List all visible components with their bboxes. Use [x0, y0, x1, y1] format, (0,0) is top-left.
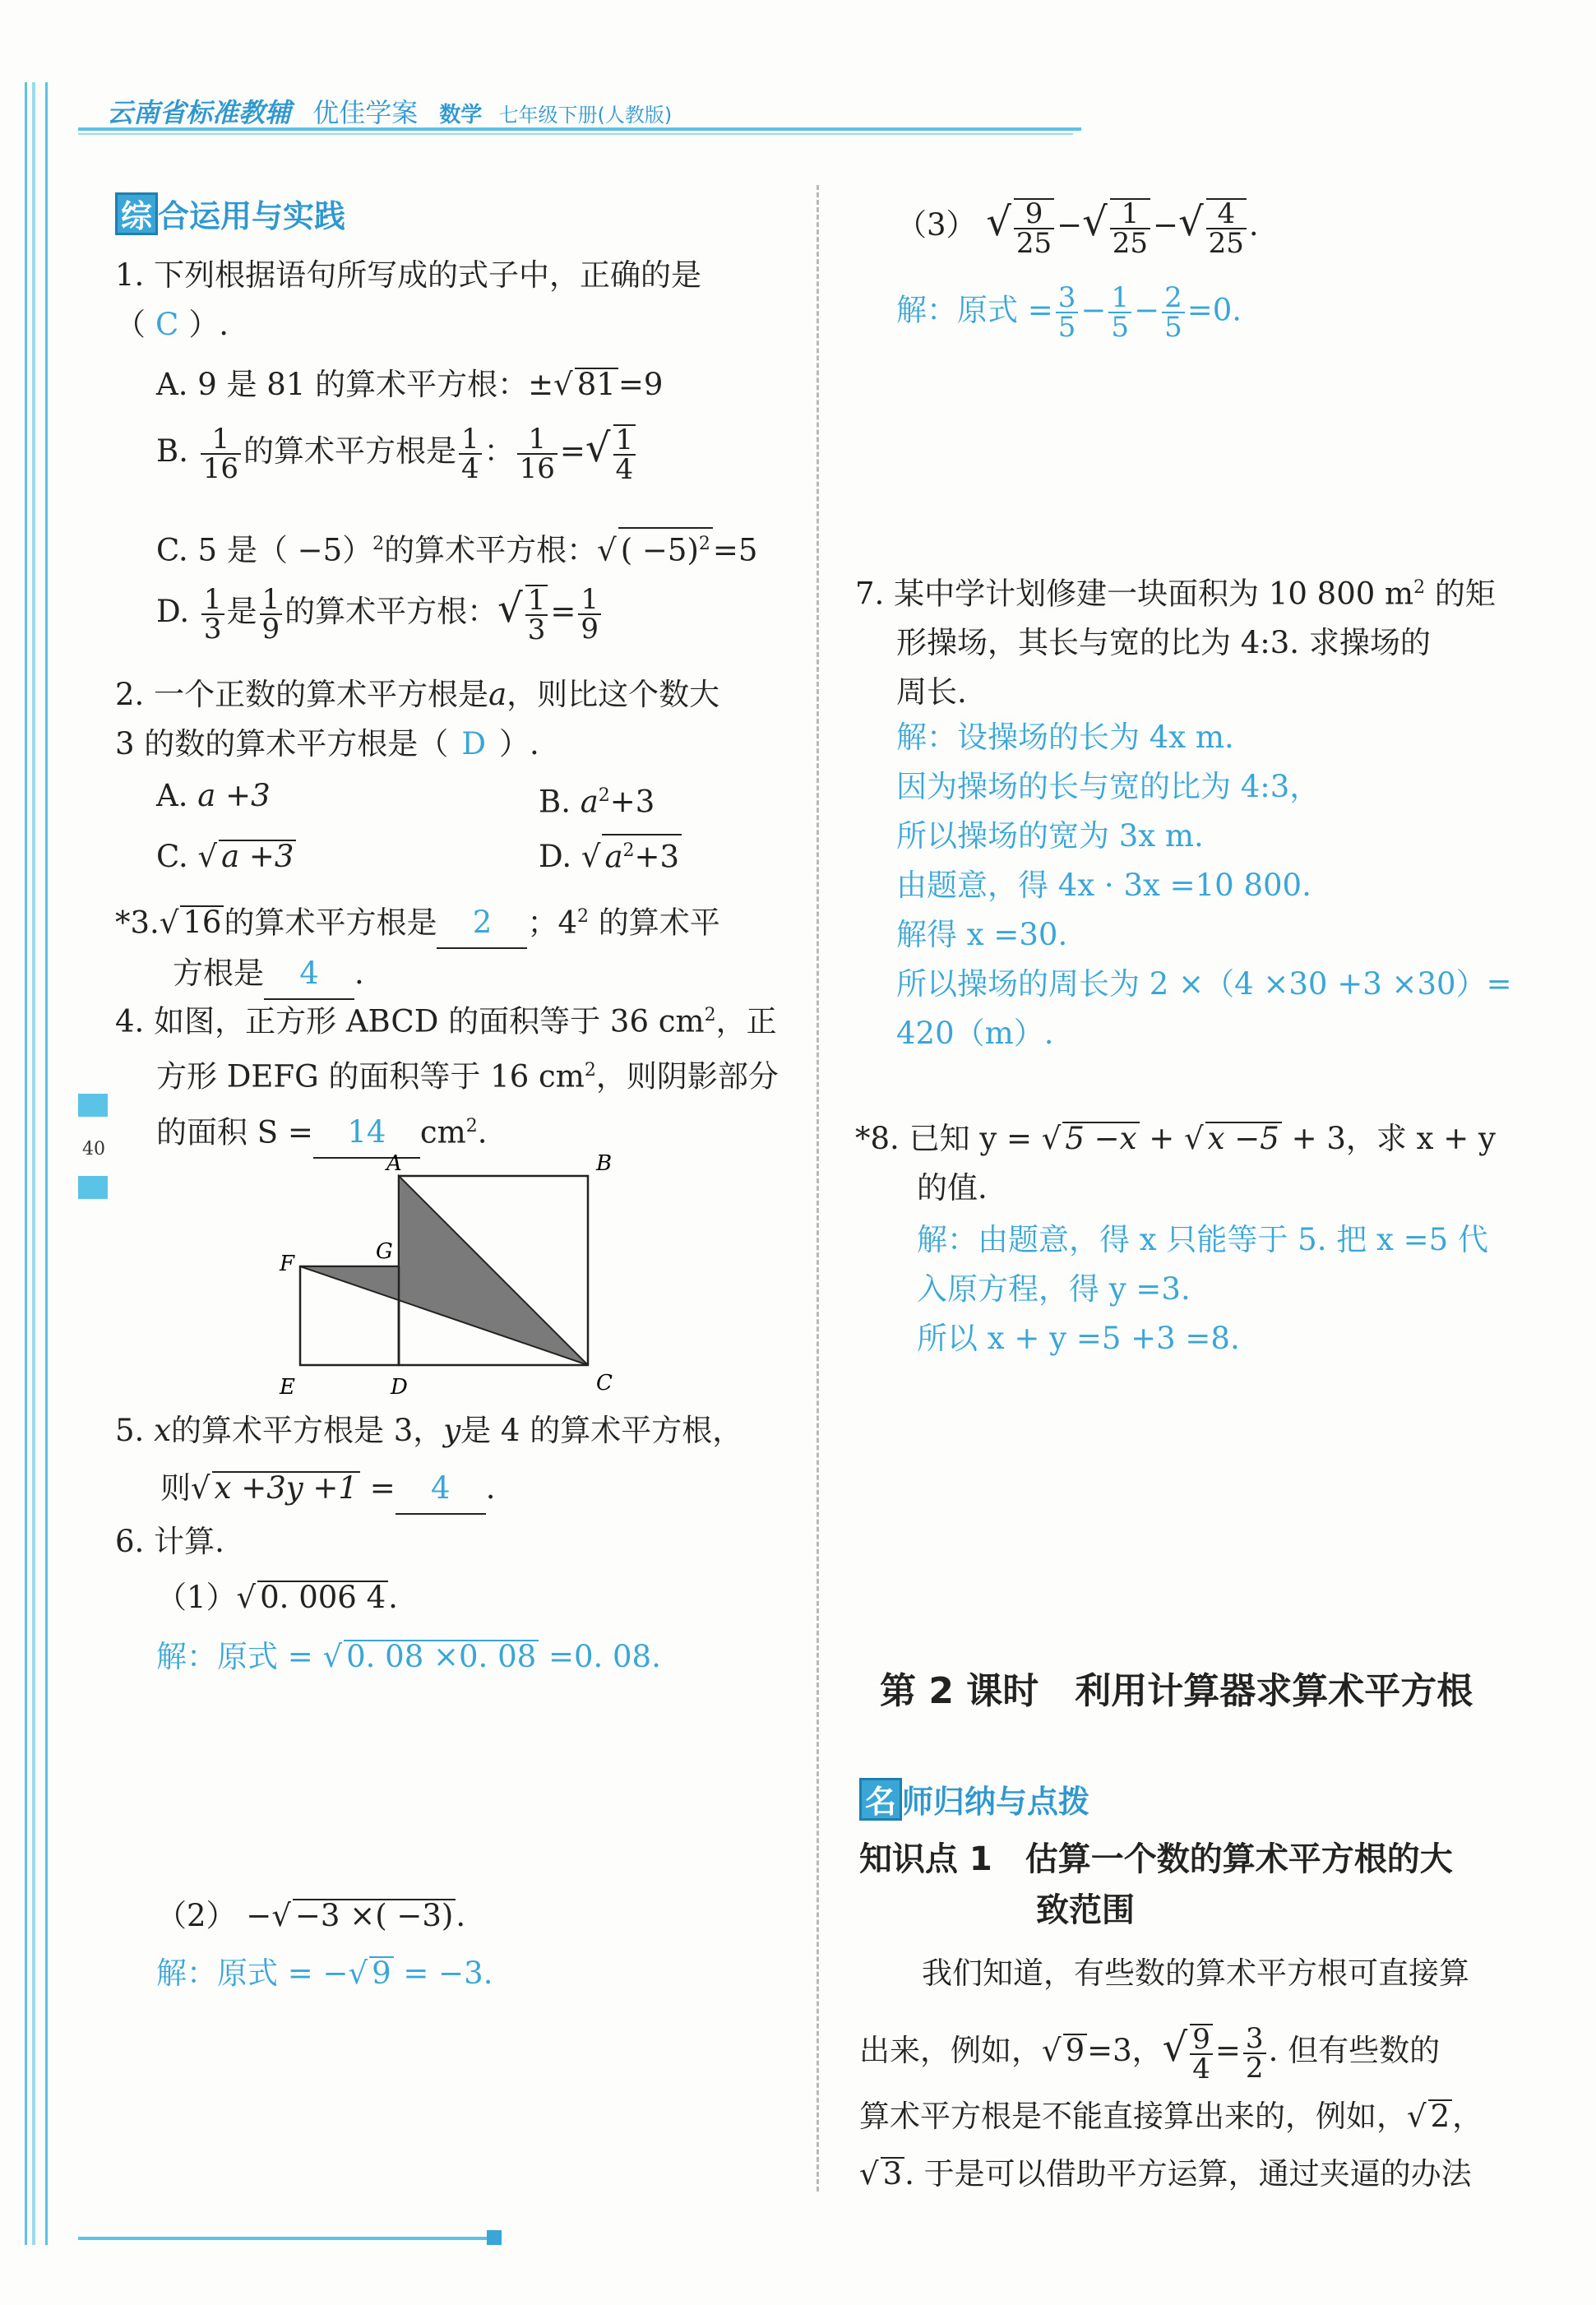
shaded-region [300, 1176, 588, 1365]
q2-option-a: A. a +3 [156, 778, 271, 813]
label-b: B [596, 1151, 613, 1176]
section-title-practice: 合运用与实践 [158, 198, 346, 234]
question-2: 2. 一个正数的算术平方根是a，则比这个数大 3 的数的算术平方根是（ D ）. [115, 677, 720, 761]
header-title: 云南省标准教辅 [107, 97, 292, 128]
q8-solution: 解：由题意，得 x 只能等于 5. 把 x =5 代 入原方程，得 y =3. 所以 x + y =5 +3 =8. [917, 1222, 1488, 1356]
header [107, 92, 672, 130]
label-g: G [376, 1239, 393, 1264]
answer-3a: 2 [437, 898, 527, 949]
q2-option-d: D. √ $a^2+3$ [539, 832, 682, 882]
label-f: F [280, 1252, 295, 1276]
answer-5: 4 [396, 1464, 486, 1515]
question-4: 4. 如图，正方形 ABCD 的面积等于 36 $cm^2$，正 方形 DEFG 的面积等于 16 $cm^2$，则阴影部分 的面积 S = 14 $cm^2$. [115, 991, 798, 1159]
answer-3b: 4 [264, 949, 354, 1000]
square-diagram [271, 1147, 633, 1402]
q6-part1: （1）√ 0. 006 4. [156, 1580, 398, 1615]
q1-option-b: B. $\frac{1}{16}$ 的算术平方根是 $\frac{1}{4}$ ： $\frac{1}{16}$ =√ $\frac{1}{4}$ [156, 424, 638, 484]
q1-option-a: A. 9 是 81 的算术平方根：±√ 81=9 [156, 367, 664, 402]
question-5: 5. x的算术平方根是 3，y是 4 的算术平方根， 则√ x +3y +1 = 4 . [115, 1406, 798, 1515]
answer-1: C [155, 307, 179, 342]
label-d: D [391, 1375, 408, 1400]
header-subject: 数学 [439, 103, 483, 127]
label-e: E [280, 1375, 295, 1400]
q6-part2: （2） −√ −3 ×( −3). [156, 1898, 466, 1933]
left-sidebar-decoration [25, 82, 48, 2245]
footer-square [487, 2230, 502, 2245]
q6-solution3: 解：原式 = $\frac{3}{5}$ − $\frac{1}{5}$ − $\frac{2}{5}$ =0. [896, 281, 1242, 344]
question-8: *8. 已知 y = √ 5 −x + √ x −5 + 3，求 x + y 的值. [855, 1121, 1496, 1206]
header-series: 优佳学案 [312, 97, 419, 128]
q2-option-c: C. √ a +3 [156, 832, 296, 882]
column-divider [817, 185, 819, 2192]
question-7: 7. 某中学计划修建一块面积为 10 800 $m^2$ 的矩 形操场，其长与宽的比为 4:3. 求操场的 周长. [855, 576, 1496, 710]
q6-solution2: 解：原式 = −√ 9 = −3. [156, 1956, 493, 1991]
answer-4: 14 [313, 1108, 420, 1159]
header-grade: 七年级下册(人教版) [498, 104, 673, 127]
page-tab-bottom [78, 1176, 108, 1199]
header-rule-thin [78, 133, 1073, 135]
question-1: 1. 下列根据语句所写成的式子中，正确的是（ C ）. [115, 257, 702, 342]
page-number: 40 [82, 1139, 105, 1159]
lesson-title: 第 2 课时 利用计算器求算术平方根 [880, 1670, 1473, 1712]
q7-solution: 解：设操场的长为 4x m. 因为操场的长与宽的比为 4:3， 所以操场的宽为 3x m. 由题意，得 4x · 3x =10 800. 解得 x =30. 所以操场的周长为 2 ×（4 ×30 +3 ×30）= 420（m）. [896, 720, 1512, 1051]
q1-option-d: D. $\frac{1}{3}$ 是 $\frac{1}{9}$ 的算术平方根：√ $\frac{1}{3}$ = $\frac{1}{9}$ [156, 584, 604, 644]
answer-2: D [461, 726, 486, 761]
label-c: C [596, 1371, 613, 1395]
right-section-heading [859, 1776, 1089, 1821]
footer-rule [78, 2237, 489, 2240]
knowledge-point-1: 知识点 1 估算一个数的算术平方根的大 致范围 [859, 1840, 1453, 1929]
q6-part3: （3） √ $\frac{9}{25}$ −√ $\frac{1}{25}$ −√ $\frac{4}{25}$ . [896, 197, 1259, 260]
section-icon-zong: 综 [115, 192, 158, 235]
section-icon-ming: 名 [859, 1778, 902, 1821]
question-3: *3.√ 16的算术平方根是 2 ；$4^2$ 的算术平 方根是 4 . [115, 892, 798, 1000]
left-section-heading [115, 191, 345, 236]
section-title-summary: 师归纳与点拨 [902, 1784, 1090, 1820]
kp1-body: 我们知道，有些数的算术平方根可直接算 出来，例如，√ 9=3，√ $\frac{9}{4}$ = $\frac{3}{2}$ . 但有些数的 算术平方根是不能直接算出来的，例如，√ 2， √ 3. 于是可以借助平方运算，通过夹逼的办法 [859, 1956, 1483, 2192]
q6-solution1: 解：原式 = √ 0. 08 ×0. 08 =0. 08. [156, 1639, 661, 1674]
question-6-title: 6. 计算. [115, 1524, 224, 1559]
q2-option-b: B. $a^2+3$ [539, 784, 655, 820]
label-a: A [386, 1151, 402, 1176]
q1-option-c: C. 5 是（ −5）$^2$的算术平方根：√ ( −5)$^2$=5 [156, 520, 757, 575]
page-tab-top [78, 1094, 108, 1117]
